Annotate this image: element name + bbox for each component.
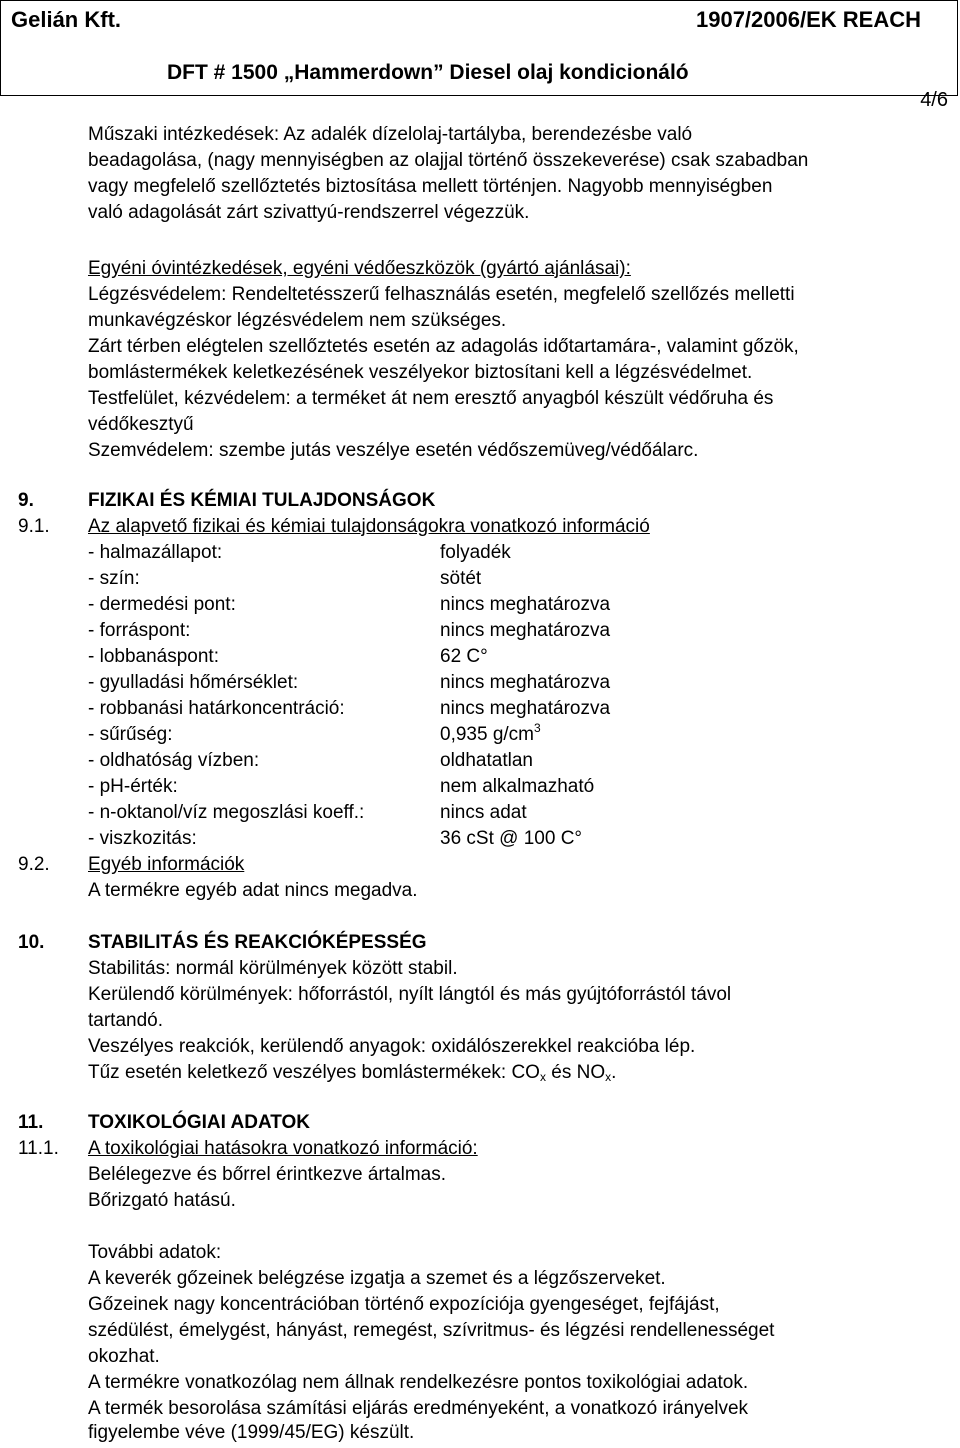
property-label: - gyulladási hőmérséklet: — [88, 672, 299, 693]
decomposition-text: Tűz esetén keletkező veszélyes bomlástermékek: CO — [88, 1062, 540, 1083]
property-row — [88, 826, 610, 852]
property-value: 62 C° — [440, 646, 488, 667]
property-label: - robbanási határkoncentráció: — [88, 698, 345, 719]
property-label: - n-oktanol/víz megoszlási koeff.: — [88, 802, 365, 823]
personal-protection-line: Légzésvédelem: Rendeltetésszerű felhasználás esetén, megfelelő szellőzés melletti — [88, 284, 795, 305]
toxicology-effect: Bőrizgató hatású. — [88, 1190, 236, 1211]
property-label: - oldhatóság vízben: — [88, 750, 260, 771]
property-value: 36 cSt @ 100 C° — [440, 828, 583, 849]
personal-protection-heading: Egyéni óvintézkedések, egyéni védőeszközök (gyártó ajánlásai): — [88, 258, 631, 279]
personal-protection-line: munkavégzéskor légzésvédelem nem szükséges. — [88, 310, 507, 331]
further-data-line: Gőzeinek nagy koncentrációban történő expozíciója gyengeséget, fejfájást, — [88, 1294, 720, 1315]
company-name: Gelián Kft. — [11, 7, 122, 32]
further-data-line: okozhat. — [88, 1346, 160, 1367]
section-9-title: FIZIKAI ÉS KÉMIAI TULAJDONSÁGOK — [88, 490, 436, 511]
property-row — [88, 592, 610, 618]
section-11-title: TOXIKOLÓGIAI ADATOK — [88, 1112, 311, 1133]
property-row — [88, 722, 610, 748]
technical-line: Műszaki intézkedések: Az adalék dízelolaj-tartályba, berendezésbe való — [88, 124, 693, 145]
property-row — [88, 566, 610, 592]
property-value: folyadék — [440, 542, 511, 563]
property-label: - szín: — [88, 568, 140, 589]
properties-list — [88, 540, 610, 852]
section-9-2-text: A termékre egyéb adat nincs megadva. — [88, 880, 418, 901]
decomposition-text: és NO — [545, 1062, 606, 1083]
density-exponent: 3 — [534, 721, 541, 735]
property-value: nincs meghatározva — [440, 594, 611, 615]
stability-line: Stabilitás: normál körülmények között stabil. — [88, 958, 458, 979]
page-number: 4/6 — [920, 89, 948, 111]
section-11-1-number: 11.1. — [18, 1138, 59, 1159]
subscript: x — [605, 1070, 612, 1084]
property-label: - forráspont: — [88, 620, 191, 641]
property-value: nincs adat — [440, 802, 527, 823]
personal-protection-line: Zárt térben elégtelen szellőztetés esetén az adagolás időtartamára-, valamint gőzök, — [88, 336, 799, 357]
further-data-heading: További adatok: — [88, 1242, 222, 1263]
property-row — [88, 748, 610, 774]
property-value: nincs meghatározva — [440, 698, 611, 719]
property-row — [88, 696, 610, 722]
section-10-number: 10. — [18, 932, 45, 953]
section-11-number: 11. — [18, 1112, 44, 1133]
density-value: 0,935 g/cm — [440, 724, 534, 745]
technical-line: való adagolását zárt szivattyú-rendszerrel végezzük. — [88, 202, 530, 223]
decomposition-products-line — [88, 1060, 616, 1086]
property-label: - sűrűség: — [88, 724, 173, 745]
document-header — [0, 0, 958, 96]
property-row — [88, 800, 610, 826]
further-data-line: A keverék gőzeinek belégzése izgatja a szemet és a légzőszerveket. — [88, 1268, 666, 1289]
section-9-1-number: 9.1. — [18, 516, 50, 537]
stability-line: Kerülendő körülmények: hőforrástól, nyílt lángtól és más gyújtóforrástól távol — [88, 984, 732, 1005]
property-row — [88, 670, 610, 696]
further-data-line: szédülést, émelygést, hányást, remegést, szívritmus- és légzési rendellenességet — [88, 1320, 775, 1341]
property-value: nem alkalmazható — [440, 776, 595, 797]
subscript: x — [539, 1070, 546, 1084]
technical-line: beadagolása, (nagy mennyiségben az olajjal történő összekeverése) csak szabadban — [88, 150, 809, 171]
further-data-line: figyelembe véve (1999/45/EG) készült. — [88, 1422, 415, 1443]
stability-line: Veszélyes reakciók, kerülendő anyagok: oxidálószerekkel reakcióba lép. — [88, 1036, 696, 1057]
decomposition-text: . — [611, 1062, 617, 1083]
property-value: sötét — [440, 568, 482, 589]
stability-line: tartandó. — [88, 1010, 163, 1031]
property-row — [88, 774, 610, 800]
property-value — [440, 722, 541, 748]
personal-protection-line: bomlástermékek keletkezésének veszélyekor biztosítani kell a légzésvédelmet. — [88, 362, 753, 383]
property-label: - pH-érték: — [88, 776, 178, 797]
product-title: DFT # 1500 „Hammerdown” Diesel olaj kondicionáló — [167, 61, 689, 84]
section-9-2-title: Egyéb információk — [88, 854, 245, 875]
section-10-title: STABILITÁS ÉS REAKCIÓKÉPESSÉG — [88, 932, 427, 953]
further-data-line: A termék besorolása számítási eljárás eredményeként, a vonatkozó irányelvek — [88, 1398, 749, 1419]
property-label: - dermedési pont: — [88, 594, 236, 615]
section-9-1-title: Az alapvető fizikai és kémiai tulajdonságokra vonatkozó információ — [88, 516, 650, 537]
personal-protection-line: Szemvédelem: szembe jutás veszélye esetén védőszemüveg/védőálarc. — [88, 440, 699, 461]
section-9-number: 9. — [18, 490, 34, 511]
technical-line: vagy megfelelő szellőztetés biztosítása mellett történjen. Nagyobb mennyiségben — [88, 176, 773, 197]
property-value: nincs meghatározva — [440, 672, 611, 693]
toxicology-effect: Belélegezve és bőrrel érintkezve ártalmas. — [88, 1164, 447, 1185]
property-label: - halmazállapot: — [88, 542, 223, 563]
section-11-1-title: A toxikológiai hatásokra vonatkozó információ: — [88, 1138, 478, 1159]
regulation-reference: 1907/2006/EK REACH — [695, 7, 921, 32]
property-row — [88, 540, 610, 566]
further-data-line: A termékre vonatkozólag nem állnak rendelkezésre pontos toxikológiai adatok. — [88, 1372, 749, 1393]
section-9-2-number: 9.2. — [18, 854, 50, 875]
personal-protection-line: védőkesztyű — [88, 414, 194, 435]
personal-protection-line: Testfelület, kézvédelem: a terméket át nem eresztő anyagból készült védőruha és — [88, 388, 774, 409]
property-value: oldhatatlan — [440, 750, 533, 771]
property-label: - viszkozitás: — [88, 828, 197, 849]
property-row — [88, 644, 610, 670]
property-value: nincs meghatározva — [440, 620, 611, 641]
property-row — [88, 618, 610, 644]
property-label: - lobbanáspont: — [88, 646, 219, 667]
